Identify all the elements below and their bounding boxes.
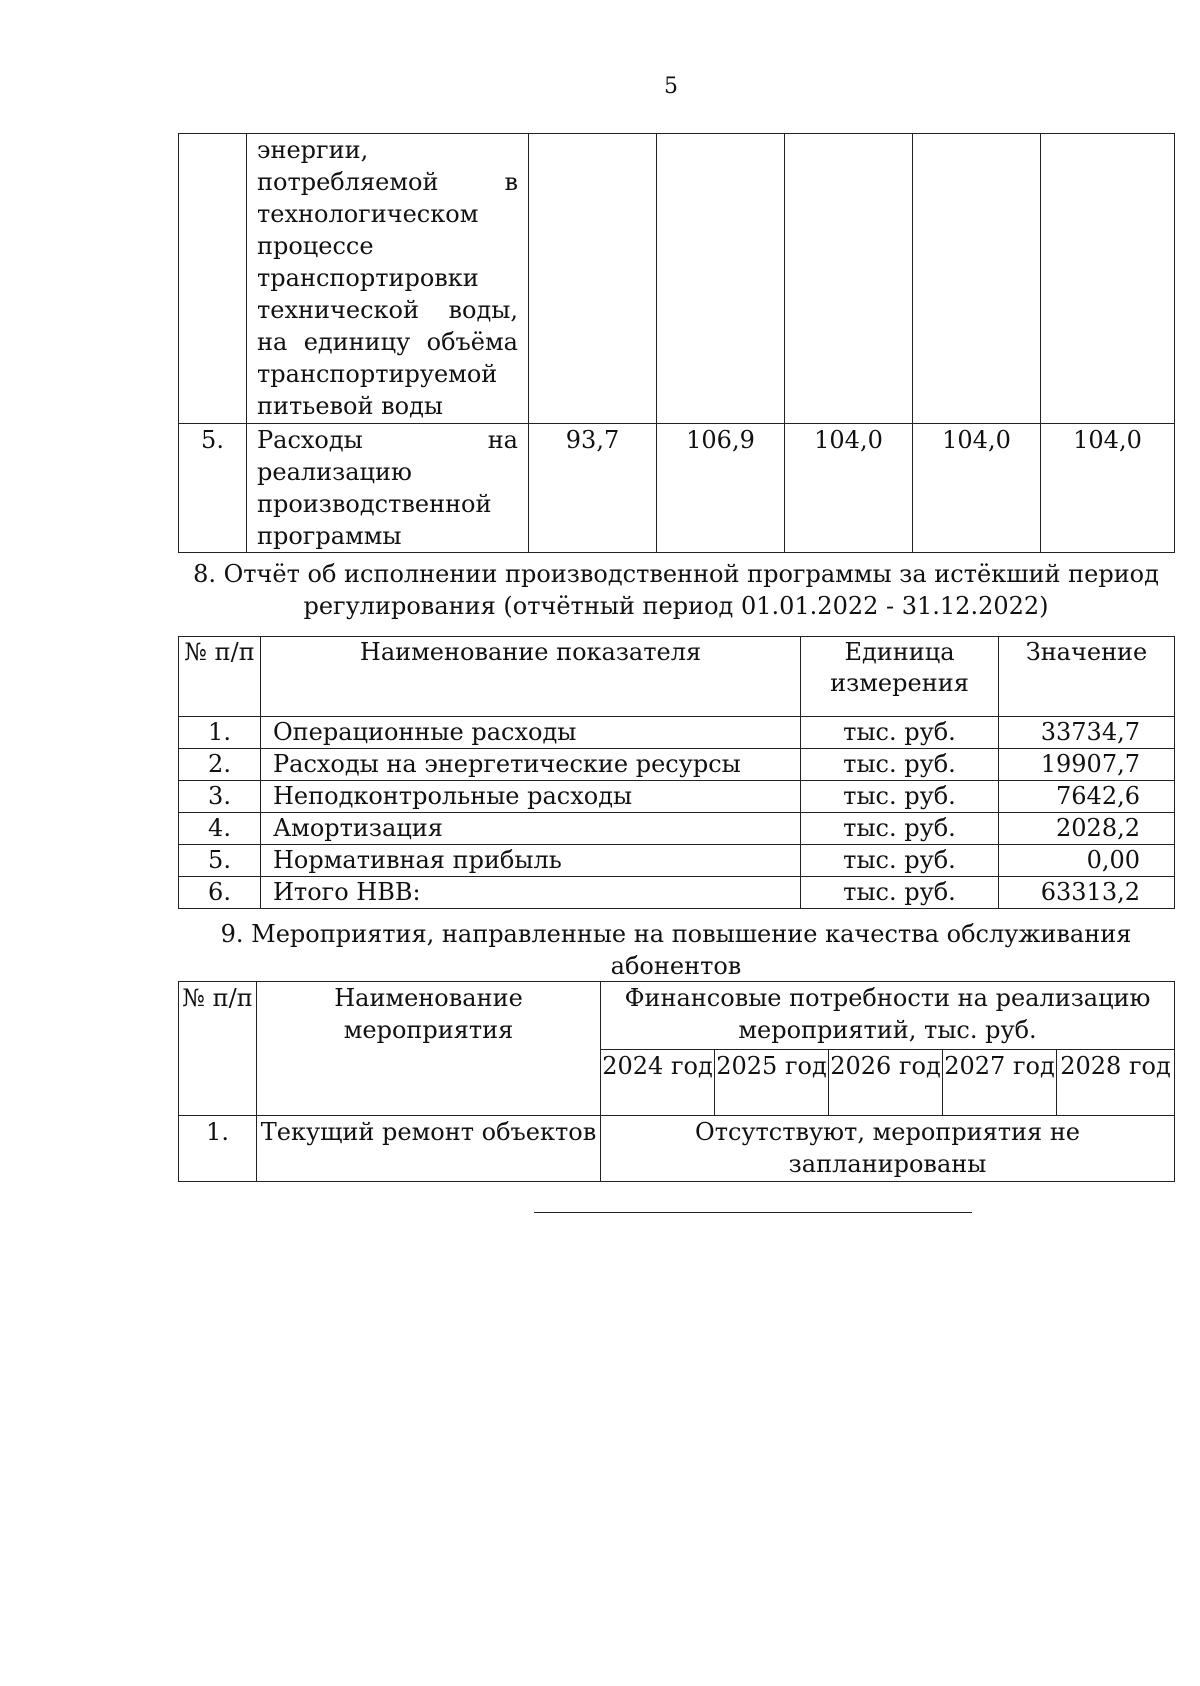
name-line: технической воды,	[257, 296, 518, 324]
cell-name: Неподконтрольные расходы	[261, 781, 801, 813]
table-cell-value: 104,0	[785, 424, 913, 553]
table-row	[179, 845, 1175, 877]
table-row	[179, 749, 1175, 781]
name-line: транспортировки	[257, 264, 479, 292]
cell-num: 4.	[179, 813, 261, 845]
cell-unit: тыс. руб.	[801, 749, 999, 781]
cell-name: Операционные расходы	[261, 717, 801, 749]
name-line: программы	[257, 522, 402, 550]
cell-unit: тыс. руб.	[801, 877, 999, 909]
header-finance: Финансовые потребности на реализацию мероприятий, тыс. руб.	[601, 982, 1175, 1050]
report-table	[178, 636, 1175, 909]
table-cell-value: 104,0	[913, 424, 1041, 553]
name-line: на единицу объёма	[257, 328, 518, 356]
cell-unit: тыс. руб.	[801, 781, 999, 813]
table-cell-value: 93,7	[529, 424, 657, 553]
table-cell-value	[657, 134, 785, 424]
table-row	[179, 424, 1175, 553]
measures-table	[178, 981, 1175, 1182]
header-year: 2025 год	[715, 1050, 829, 1116]
page-number: 5	[664, 74, 678, 99]
table-cell-value	[1041, 134, 1175, 424]
header-year: 2028 год	[1057, 1050, 1175, 1116]
table-row	[179, 717, 1175, 749]
table-cell-num	[179, 134, 247, 424]
table-header-row	[179, 982, 1175, 1050]
name-line: энергии,	[257, 136, 369, 164]
name-line: реализацию	[257, 458, 412, 486]
header-name: Наименование мероприятия	[257, 982, 601, 1116]
header-year: 2027 год	[943, 1050, 1057, 1116]
table-row	[179, 134, 1175, 424]
table-row	[179, 877, 1175, 909]
table-row	[179, 1116, 1175, 1182]
cell-value: 63313,2	[999, 877, 1175, 909]
cell-name: Текущий ремонт объектов	[257, 1116, 601, 1182]
table-cell-value	[529, 134, 657, 424]
cell-value: 0,00	[999, 845, 1175, 877]
cell-value: 7642,6	[999, 781, 1175, 813]
table-cell-num: 5.	[179, 424, 247, 553]
cell-unit: тыс. руб.	[801, 813, 999, 845]
header-unit: Единица измерения	[801, 637, 999, 717]
header-year: 2026 год	[829, 1050, 943, 1116]
name-line: процессе	[257, 232, 374, 260]
cell-value: 2028,2	[999, 813, 1175, 845]
cell-value: 33734,7	[999, 717, 1175, 749]
name-line: питьевой воды	[257, 392, 443, 420]
table-cell-value: 104,0	[1041, 424, 1175, 553]
cell-num: 2.	[179, 749, 261, 781]
table-row	[179, 781, 1175, 813]
cell-num: 6.	[179, 877, 261, 909]
name-line: транспортируемой	[257, 360, 498, 388]
cell-name: Итого НВВ:	[261, 877, 801, 909]
table-row	[179, 813, 1175, 845]
name-line: технологическом	[257, 200, 479, 228]
cell-num: 3.	[179, 781, 261, 813]
table-cell-value	[913, 134, 1041, 424]
cell-unit: тыс. руб.	[801, 717, 999, 749]
name-line: Расходы на	[257, 426, 518, 454]
section8-title: 8. Отчёт об исполнении производственной программы за истёкший период регулирования (отчётный период 01.01.2022 - 31.12.2022)	[193, 560, 1159, 620]
cell-num: 5.	[179, 845, 261, 877]
cell-value: 19907,7	[999, 749, 1175, 781]
section9-title: 9. Мероприятия, направленные на повышение качества обслуживания абонентов	[220, 920, 1132, 980]
cell-num: 1.	[179, 717, 261, 749]
header-num: № п/п	[179, 982, 257, 1116]
name-line: потребляемой в	[257, 168, 518, 196]
table-cell-value	[785, 134, 913, 424]
table-cell-value: 106,9	[657, 424, 785, 553]
cell-name: Расходы на энергетические ресурсы	[261, 749, 801, 781]
header-num: № п/п	[179, 637, 261, 717]
header-year: 2024 год	[601, 1050, 715, 1116]
header-name: Наименование показателя	[261, 637, 801, 717]
indicators-table-continued	[178, 133, 1175, 553]
cell-unit: тыс. руб.	[801, 845, 999, 877]
cell-num: 1.	[179, 1116, 257, 1182]
cell-name: Амортизация	[261, 813, 801, 845]
header-value: Значение	[999, 637, 1175, 717]
end-rule	[534, 1212, 972, 1213]
table-cell-name	[247, 134, 529, 424]
table-cell-name	[247, 424, 529, 553]
name-line: производственной	[257, 490, 492, 518]
cell-name: Нормативная прибыль	[261, 845, 801, 877]
table-header-row	[179, 637, 1175, 717]
cell-note: Отсутствуют, мероприятия не запланированы	[601, 1116, 1175, 1182]
